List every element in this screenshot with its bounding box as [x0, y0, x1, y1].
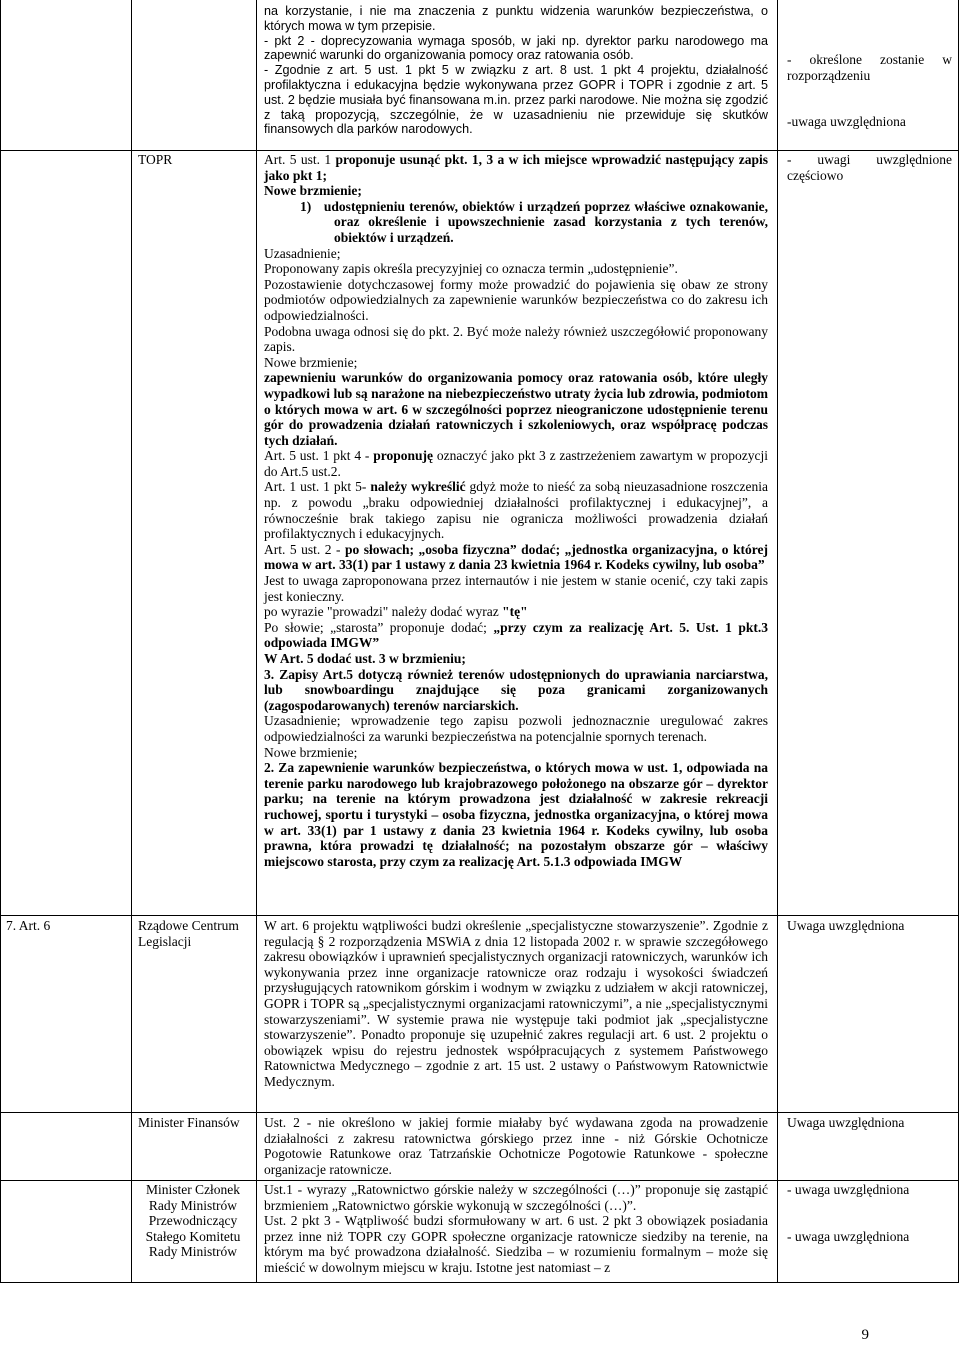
- topr-paragraph: [264, 542, 768, 573]
- topr-text: Art. 1 ust. 1 pkt 5-: [264, 479, 371, 495]
- table-divider-2: [256, 0, 257, 1283]
- remark-text: - określone zostanie w rozporządzeniu: [787, 52, 952, 83]
- topr-paragraph: [264, 604, 768, 620]
- topr-paragraph: [264, 152, 768, 183]
- remark-mc: [787, 1182, 952, 1244]
- table-divider-1: [131, 0, 132, 1283]
- topr-text-bold: należy wykreślić: [370, 479, 466, 495]
- topr-text: Art. 5 ust. 1 pkt 4 -: [264, 448, 374, 464]
- page-number: 9: [861, 1327, 869, 1343]
- mf-comment: Ust. 2 - nie określono w jakiej formie miałaby być wydawana zgoda na prowadzenie działalności z zakresu ratownictwa górskiego przez inne - niż Górskie Ochotnicze Pogotowie Ratunkowe oraz Tatrzańskie Ochotnicze Pogotowie Ratunkowe - społeczne organizacje ratownicze.: [264, 1115, 768, 1177]
- remark-text: - uwaga uwzględniona: [787, 1182, 910, 1197]
- topr-text: gdyż może to nieść za sobą nieuzasadnione roszczenia np. z powodu „braku odpowiedniej działalności profilaktycznej i edukacyjnej”, a równocześnie brak takiego zapisu nie ogranicza możliwości prowadzenia działań profilaktycznych i edukacyjnych.: [264, 479, 768, 542]
- topr-paragraph-bold: 2. Za zapewnienie warunków bezpieczeństwa, o których mowa w ust. 1, odpowiada na terenie parku narodowego lub krajobrazowego położonego na obszarze gór – dyrektor parku; na terenie na którym prowadzona jest działalność w zakresie rekreacji ruchowej, sportu i turystyki – osoba fizyczna, jednostka organizacyjna, o której mowa w art. 33(1) par 1 ustawy z dania 23 kwietnia 1964 r. Kodeks cywilny, lub osoba prawna, która prowadzi tę działalność; na pozostałym obszarze gór – właściwy miejscowo starosta, przy czym za realizację Art. 5.1.3 odpowiada IMGW: [264, 760, 768, 869]
- topr-paragraph: [264, 620, 768, 651]
- topr-paragraph: [264, 479, 768, 541]
- remark-rcl: Uwaga uwzględniona: [787, 918, 905, 933]
- mc-paragraph: Ust.1 - wyrazy „Ratownictwo górskie należy w szczególności (…)” proponuje się zastąpić brzmieniem „Ratownictwo górskie wykonują w szczególności (…)”.: [264, 1182, 768, 1213]
- topr-text-bold: po słowach; „osoba fizyczna” dodać; „jednostka organizacyjna, o której mowa w art. 33(1) par 1 ustawy z dania 23 kwietnia 1964 r. Kodeks cywilny, lub osoba”: [264, 541, 768, 573]
- topr-paragraph-bold: zapewnieniu warunków do organizowania pomocy oraz ratowania osób, które uległy wypadkowi lub są narażone na niebezpieczeństwo utraty życia lub zdrowia, podmiotom o których mowa w art. 6 w szczególności poprzez nieograniczone udostępnienie terenu gór do prowadzenia działań ratowniczych i szkoleniowych, oraz współpracę podczas tych działań.: [264, 370, 768, 448]
- topr-item: 1) udostępnieniu terenów, obiektów i urządzeń poprzez właściwe oznakowanie, oraz określenie i upowszechnienie zasad korzystania z tych terenów, obiektów i urządzeń.: [300, 198, 768, 245]
- topr-text: wprowadzenie tego zapisu pozwoli jednoznacznie uregulować zakres odpowiedzialności za warunki bezpieczeństwa na potencjalnie spornych terenach.: [264, 713, 768, 744]
- row-number: 7. Art. 6: [6, 918, 51, 933]
- continuation-para: na korzystanie, i nie ma znaczenia z punktu widzenia warunków bezpieczeństwa, o których mowa w tym przepisie.: [264, 4, 768, 33]
- mc-comment: [264, 1182, 768, 1276]
- submitter-topr: TOPR: [138, 152, 173, 167]
- topr-paragraph: Proponowany zapis określa precyzyjniej co oznacza termin „udostępnienie”.: [264, 261, 678, 277]
- continuation-text: [264, 4, 768, 137]
- continuation-para: - Zgodnie z art. 5 ust. 1 pkt 5 w związku z art. 8 ust. 1 pkt 4 projektu, działalność profilaktyczna i edukacyjna będzie wykonywana przez GOPR i TOPR i zgodnie z art. 5 ust. 2 będzie musiała być finansowana m.in. przez parki narodowe. Nie można się zgodzić z taką propozycją, szczególnie, że w uzasadnieniu nie przewiduje się skutków finansowych dla parków narodowych.: [264, 63, 768, 137]
- row-separator-3: [0, 1112, 959, 1113]
- topr-paragraph: Podobna uwaga odnosi się do pkt. 2. Być może należy również uszczegółowić proponowany zapis.: [264, 323, 768, 355]
- topr-text-bold: „przy czym za realizację Art. 5. Ust. 1 pkt.3 odpowiada IMGW”: [264, 619, 768, 651]
- remark-mf: Uwaga uwzględniona: [787, 1115, 905, 1130]
- continuation-para: - pkt 2 - doprecyzowania wymaga sposób, w jaki np. dyrektor parku narodowego ma zapewnić warunki do organizowania pomocy oraz ratowania osób.: [264, 33, 768, 63]
- topr-text: Po słowie; „starosta” proponuje dodać;: [264, 619, 494, 635]
- topr-label: Nowe brzmienie;: [264, 354, 358, 370]
- topr-text-bold: proponuję: [373, 448, 434, 464]
- topr-label: Nowe brzmienie;: [264, 744, 358, 760]
- row-separator-2: [0, 915, 959, 916]
- topr-text: Uzasadnienie;: [264, 713, 341, 729]
- topr-paragraph: [264, 713, 768, 744]
- topr-text: Art. 5 ust. 1: [264, 152, 336, 167]
- table-border-left: [0, 0, 1, 1283]
- topr-text-bold: proponuje usunąć pkt. 1, 3 a w ich miejsce wprowadzić następujący zapis jako pkt 1;: [264, 152, 769, 183]
- topr-text-bold: "tę": [502, 604, 528, 620]
- topr-paragraph-bold: 3. Zapisy Art.5 dotyczą również terenów udostępnionych do uprawiania narciarstwa, lub snowboardingu znajdujące się poza granicami zorganizowanych (zagospodarowanych) terenów narciarskich.: [264, 666, 768, 713]
- table-divider-3: [777, 0, 778, 1283]
- row-separator-1: [0, 150, 959, 151]
- table-border-bottom: [0, 1282, 959, 1283]
- mc-paragraph: Ust. 2 pkt 3 - Wątpliwość budzi sformułowany w art. 6 ust. 2 pkt 3 obowiązek posiadania przez inne niż TOPR czy GOPR społeczne organizacje ratownicze siedziby na terenie, na którym ma być prowadzona działalność. Siedziba – w rozumieniu formalnym – może się mieścić w dowolnym miejscu w kraju. Istotne jest natomiast – z: [264, 1213, 768, 1275]
- remark-text: -uwaga uwzględniona: [787, 114, 906, 130]
- topr-paragraph: [264, 448, 768, 479]
- table-border-right: [958, 0, 959, 1283]
- rcl-comment: W art. 6 projektu wątpliwości budzi określenie „specjalistyczne stowarzyszenie”. Zgodnie z regulacją § 2 rozporządzenia MSWiA z dnia 12 listopada 2002 r. w sprawie szczegółowego zakresu obowiązków i uprawnień specjalistycznych organizacji ratowniczych, warunków ich wykonywania przez inne organizacje ratownicze oraz rodzaju i wysokości świadczeń przysługujących ratownikom górskim i wodnym w związku z udziałem w akcji ratowniczej, GOPR i TOPR są „specjalistycznymi organizacjami ratowniczymi”, a nie „specjalistycznymi stowarzyszeniami”. W systemie prawa nie występuje taki podmiot jak „specjalistyczne stowarzyszenie”. Ponadto proponuje się uzupełnić zakres regulacji art. 6 ust. 2 projektu o obowiązek wpisu do rejestru jednostek współpracujących z systemem Państwowego Ratownictwa Medycznego – zgodnie z art. 15 ust. 2 ustawy o Państwowym Ratownictwie Medycznym.: [264, 918, 768, 1089]
- topr-text: po wyrazie "prowadzi" należy dodać wyraz: [264, 604, 503, 620]
- topr-label: Uzasadnienie;: [264, 245, 341, 261]
- continuation-remark: [787, 52, 952, 130]
- submitter-mf: Minister Finansów: [138, 1115, 240, 1130]
- remark-text: - uwaga uwzględniona: [787, 1228, 910, 1244]
- topr-comment: [264, 152, 768, 869]
- submitter-mc: Minister Członek Rady Ministrów Przewodniczący Stałego Komitetu Rady Ministrów: [145, 1182, 241, 1260]
- topr-paragraph: Pozostawienie dotychczasowej formy może prowadzić do pojawienia się obaw ze strony podmiotów odpowiedzialnych za zapewnienie warunków bezpieczeństwa co do zakresu ich odpowiedzialności.: [264, 276, 768, 323]
- topr-paragraph-bold: W Art. 5 dodać ust. 3 w brzmieniu;: [264, 651, 466, 666]
- topr-text: oznaczyć jako pkt 3 z zastrzeżeniem zawartym w propozycji do Art.5 ust.2.: [264, 448, 769, 479]
- topr-text: Art. 5 ust. 2 -: [264, 541, 345, 557]
- remark-topr: - uwagi uwzględnione częściowo: [787, 152, 952, 183]
- row-separator-4: [0, 1180, 959, 1181]
- submitter-rcl: Rządowe Centrum Legislacji: [138, 918, 239, 949]
- topr-label: Nowe brzmienie;: [264, 183, 362, 199]
- topr-paragraph: Jest to uwaga zaproponowana przez internautów i nie jestem w stanie ocenić, czy taki zapis jest konieczny.: [264, 573, 768, 604]
